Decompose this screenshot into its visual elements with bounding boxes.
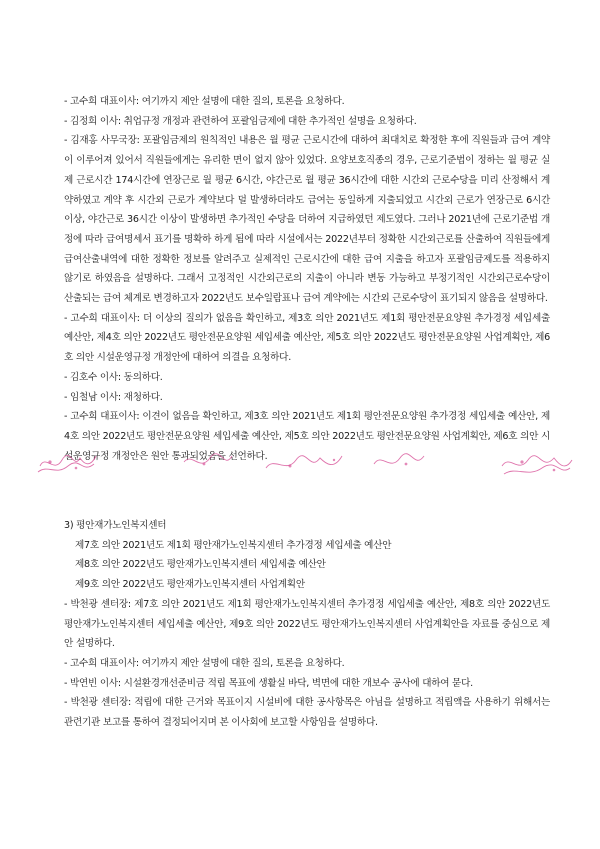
minutes-paragraph: - 김정희 이사: 취업규정 개정과 관련하여 포괄임금제에 대한 추가적인 설명을 요청하다. xyxy=(64,115,417,127)
minutes-paragraph: - 박천광 센터장: 제7호 의안 2021년도 제1회 평안재가노인복지센터 추가경정 세입세출 예산안, 제8호 의안 2022년도 평안재가노인복지센터 세입세출 예산안, 제9호 의안 2022년도 평안재가노인복지센터 사업계획안을 자료를 중심으로 제안 설명하다. xyxy=(64,598,550,650)
minutes-paragraph: - 박천광 센터장: 적립에 대한 근거와 목표이지 시설비에 대한 공사항목은 아님을 설명하고 적립액을 사용하기 위해서는 관련기관 보고를 통하여 결정되어지며 본 이사회에 보고할 사항임을 설명하다. xyxy=(64,697,550,729)
agenda-item: 제8호 의안 2022년도 평안재가노인복지센터 세입세출 예산안 xyxy=(75,559,326,571)
agenda-item: 제7호 의안 2021년도 제1회 평안재가노인복지센터 추가경정 세입세출 예산안 xyxy=(75,539,392,551)
minutes-paragraph: - 고수희 대표이사: 여기까지 제안 설명에 대한 질의, 토론을 요청하다. xyxy=(64,96,345,107)
minutes-paragraph: - 고수희 대표이사: 여기까지 제안 설명에 대한 질의, 토론을 요청하다. xyxy=(64,657,345,669)
minutes-paragraph: - 김호수 이사: 동의하다. xyxy=(64,371,163,383)
minutes-paragraph: - 고수희 대표이사: 더 이상의 질의가 없음을 확인하고, 제3호 의안 2021년도 제1회 평안전문요양원 추가경정 세입세출 예산안, 제4호 의안 2022년도 평안전문요양원 세입세출 예산안, 제5호 의안 2022년도 평안전문요양원 사업계획안, 제6호 의안 시설운영규정 개정안에 대하여 의결을 요청하다. xyxy=(64,312,550,364)
minutes-section-2 xyxy=(64,92,550,466)
section-heading: 3) 평안재가노인복지센터 xyxy=(64,520,167,531)
minutes-paragraph: - 고수희 대표이사: 이견이 없음을 확인하고, 제3호 의안 2021년도 제1회 평안전문요양원 추가경정 세입세출 예산안, 제4호 의안 2022년도 평안전문요양원 세입세출 예산안, 제5호 의안 2022년도 평안전문요양원 사업계획안, 제6호 의안 시설운영규정 개정안은 원안 통과되었음을 선언하다. xyxy=(64,411,550,462)
minutes-paragraph: - 박연빈 이사: 시설환경개선준비금 적립 목표에 생활실 바닥, 벽면에 대한 개보수 공사에 대하여 묻다. xyxy=(64,677,473,689)
minutes-section-3 xyxy=(64,516,550,733)
minutes-paragraph: - 임철남 이사: 재청하다. xyxy=(64,391,163,403)
minutes-paragraph: - 김재홍 사무국장: 포괄임금제의 원칙적인 내용은 월 평균 근로시간에 대하여 최대치로 확정한 후에 직원들과 급여 계약이 이루어져 있어서 직원들에게는 유리한 면이 없지 않아 있었다. 요양보호직종의 경우, 근로기준법이 정하는 월 평균 실제 근로시간 174시간에 연장근로 월 평균 6시간, 야간근로 월 평균 36시간에 대한 시간외 근로수당을 미리 산정해서 계약하였고 계약 후 시간외 근로가 계약보다 덜 발생하더라도 급여는 동일하게 지출되었고 시간외 근로가 연장근로 6시간이상, 야간근로 36시간 이상이 발생하면 추가적인 수당을 더하여 지급하였던 제도였다. 그러나 2021년에 근로기준법 개정에 따라 급여명세서 표기를 명확하 하게 됨에 따라 시설에서는 2022년부터 정확한 시간외근로를 산출하여 직원들에게 급여산출내역에 대한 정확한 정보를 알려주고 실제적인 근로시간에 대한 급여 지출을 하고자 포괄임금제도를 적용하지 않기로 하였음을 설명하다. 그래서 고정적인 시간외근로의 지출이 아니라 변동 가능하고 부정기적인 시간외근로수당이 산출되는 급여 체계로 변경하고자 2022년도 보수일람표나 급여 계약에는 시간외 근로수당이 표기되지 않음을 설명하다. xyxy=(64,135,550,305)
agenda-item: 제9호 의안 2022년도 평안재가노인복지센터 사업계획안 xyxy=(75,579,305,591)
